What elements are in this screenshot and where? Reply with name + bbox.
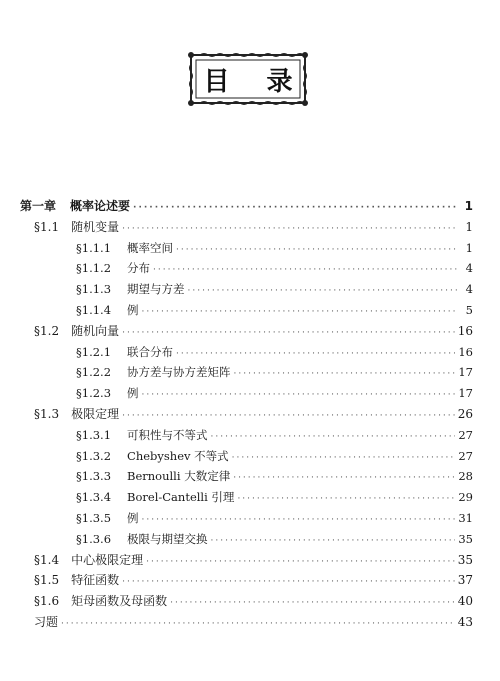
toc-entry-title: Chebyshev 不等式 [127,448,229,463]
dot-leader [142,510,456,530]
toc-entry-page: 1 [465,219,473,234]
toc-entry-title: Bernoulli 大数定律 [127,469,231,484]
toc-entry-number: 第一章 [20,199,57,213]
toc-entry-page: 1 [465,240,473,255]
toc-entry-page: 17 [458,386,473,401]
toc-entry-page: 27 [458,448,473,463]
toc-entry-number: §1.3.3 [76,469,112,484]
toc-entry[interactable] [76,383,473,403]
toc-entry[interactable] [76,342,473,362]
toc-entry-number: §1.5 [34,573,60,588]
dot-leader [122,219,458,239]
dot-leader [61,614,455,634]
dot-leader [232,448,456,468]
toc-entry[interactable] [76,362,473,382]
toc-entry-number: §1.2.3 [76,386,112,401]
toc-entry-number: §1.2.2 [76,365,112,380]
toc-entry-number: §1.3 [34,407,60,421]
toc-entry-page: 4 [465,261,473,276]
toc-entry-page: 17 [458,365,473,380]
toc-entry[interactable] [76,238,473,258]
toc-entry[interactable] [76,425,473,445]
toc-entry-title: 随机变量 [71,219,120,234]
toc-entry-number: §1.3.6 [76,531,112,546]
toc-entry[interactable] [20,196,473,216]
toc-entry-title: Borel-Cantelli 引理 [127,490,235,505]
dot-leader [237,489,455,509]
toc-entry-number: §1.4 [34,552,60,567]
toc-entry-number: §1.2 [34,323,60,338]
toc-entry-page: 27 [458,427,473,442]
dot-leader [211,427,456,447]
toc-entry[interactable] [34,217,473,237]
toc-entry-page: 29 [458,490,473,505]
toc-entry-page: 40 [457,594,473,609]
title-cartouche [188,52,308,106]
dot-leader [176,344,455,364]
toc-entry-page: 28 [458,469,473,484]
toc-entry-page: 5 [465,303,473,317]
toc-entry-number: §1.1.4 [76,303,112,317]
toc-entry[interactable] [76,529,473,549]
dot-leader [170,593,455,613]
toc-entry-title: 习题 [34,615,59,629]
dot-leader [146,552,455,572]
toc-entry-page: 1 [464,199,473,213]
toc-entry-number: §1.3.1 [76,427,112,442]
toc-entry-page: 35 [457,552,473,567]
toc-entry-page: 4 [465,282,473,297]
toc-entry-page: 43 [457,615,473,629]
toc-entry-page: 35 [458,531,473,546]
toc-entry-number: §1.1.3 [76,282,112,297]
toc-entry-title: 中心极限定理 [71,552,144,567]
dot-leader [142,385,456,405]
toc-entry-title: 分布 [127,261,151,276]
toc-entry[interactable] [76,487,473,507]
dot-leader [188,281,458,301]
dot-leader [122,406,455,426]
toc-entry-page: 31 [458,511,473,525]
toc-entry-title: 例 [127,303,139,317]
toc-entry-title: 可积性与不等式 [127,427,208,442]
toc-entry-title: 概率论述要 [70,199,131,213]
toc-entry-number: §1.2.1 [76,344,112,359]
dot-leader [142,302,458,322]
toc-entry[interactable] [76,258,473,278]
toc-entry[interactable] [34,612,473,632]
toc-entry-page: 16 [458,344,473,359]
toc-entry-number: §1.1.1 [76,240,112,255]
toc-entry-number: §1.1.2 [76,261,112,276]
toc-entry[interactable] [76,508,473,528]
toc-entry-title: 概率空间 [127,240,174,255]
toc-entry-number: §1.3.2 [76,448,112,463]
dot-leader [133,198,458,218]
toc-entry-title: 例 [127,511,139,525]
toc-entry-title: 极限定理 [71,407,120,421]
toc-entry-title: 联合分布 [127,344,174,359]
toc-entry-number: §1.1 [34,219,60,234]
toc-entry-number: §1.6 [34,594,60,609]
toc-entry[interactable] [76,466,473,486]
toc-entry-page: 26 [457,407,473,421]
toc-entry-title: 特征函数 [71,573,120,588]
toc-entry[interactable] [76,446,473,466]
dot-leader [122,323,455,343]
toc-entry-page: 16 [457,323,473,338]
toc-entry-title: 极限与期望交换 [127,531,208,546]
toc-entry-title: 期望与方差 [127,282,185,297]
dot-leader [176,240,458,260]
toc-entry-number: §1.3.5 [76,511,112,525]
toc-entry[interactable] [34,404,473,424]
toc-entry[interactable] [34,550,473,570]
toc-entry[interactable] [34,591,473,611]
dot-leader [233,468,455,488]
toc-entry-number: §1.3.4 [76,490,112,505]
toc-entry-page: 37 [457,573,473,588]
dot-leader [153,260,458,280]
dot-leader [211,531,456,551]
toc-entry-title: 随机向量 [71,323,120,338]
toc-entry-title: 例 [127,386,139,401]
toc-entry-title: 协方差与协方差矩阵 [127,365,231,380]
toc-entry[interactable] [76,300,473,320]
toc-entry[interactable] [34,321,473,341]
toc-entry[interactable] [34,570,473,590]
toc-entry[interactable] [76,279,473,299]
toc-entry-title: 矩母函数及母函数 [71,594,168,609]
dot-leader [122,572,455,592]
page-title: 目 录 [203,66,307,97]
dot-leader [234,364,456,384]
